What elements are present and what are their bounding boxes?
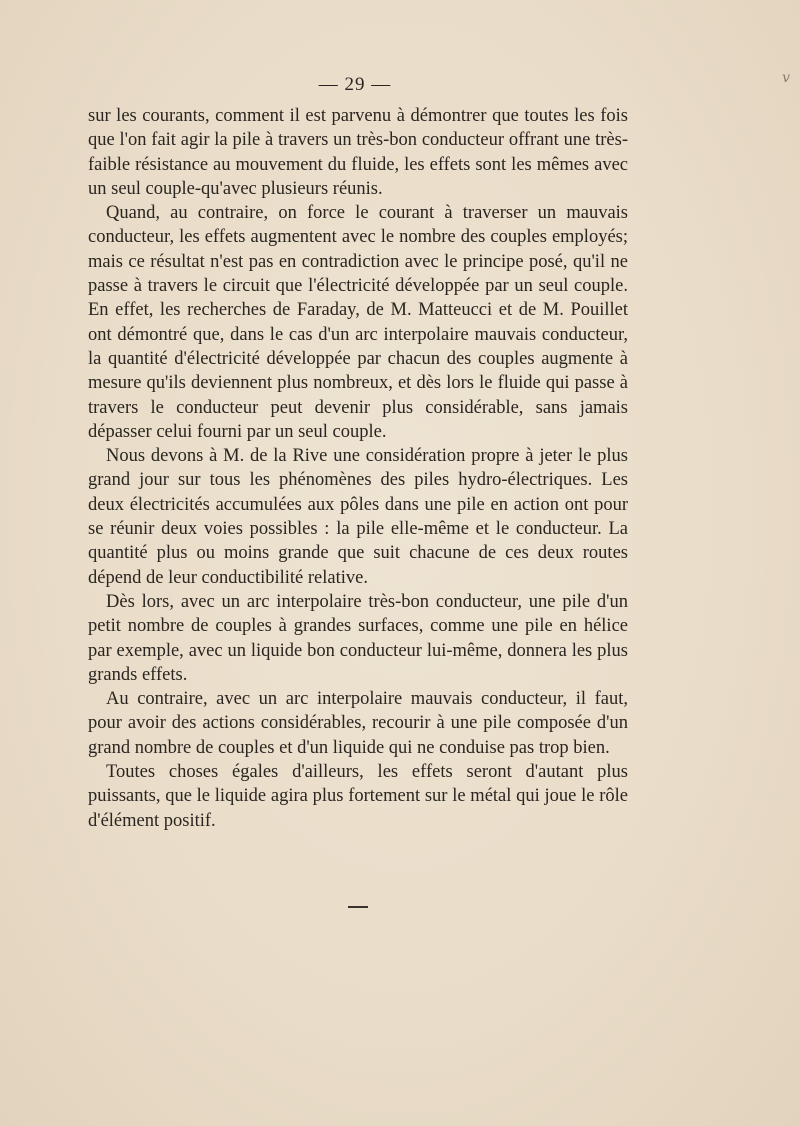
body-text [88,104,628,833]
paragraph: Dès lors, avec un arc interpolaire très-bon conducteur, une pile d'un petit nombre de couples à grandes surfaces, comme une pile en hélice par exemple, avec un liquide bon conducteur lui-même, donnera les plus grands effets. [88,591,628,685]
paragraph: Au contraire, avec un arc interpolaire mauvais conducteur, il faut, pour avoir des actions considérables, recourir à une pile composée d'un grand nombre de couples et d'un liquide qui ne conduise pas trop bien. [88,689,628,758]
page-number: — 29 — [318,74,392,95]
end-rule [348,906,368,908]
paragraph: Nous devons à M. de la Rive une considération propre à jeter le plus grand jour sur tous les phénomènes des piles hydro-électriques. Les deux électricités accumulées aux pôles dans une pile en action ont pour se réunir deux voies possibles : la pile elle-même et le conducteur. La quantité plus ou moins grande que suit chacune de ces deux routes dépend de leur conductibilité relative. [88,446,628,588]
corner-pencil-mark: v [782,70,790,86]
paragraph: sur les courants, comment il est parvenu à démontrer que toutes les fois que l'on fait agir la pile à travers un très-bon conducteur offrant une très-faible résistance au mouvement du fluide, les effets sont les mêmes avec un seul couple-qu'avec plusieurs réunis. [88,106,628,199]
paragraph: Quand, au contraire, on force le courant à traverser un mauvais conducteur, les effets augmentent avec le nombre des couples employés; mais ce résultat n'est pas en contradiction avec le principe posé, qu'il ne passe à travers le circuit que l'électricité développée par un seul couple. En effet, les recherches de Faraday, de M. Matteucci et de M. Pouillet ont démontré que, dans le cas d'un arc interpolaire mauvais conducteur, la quantité d'électricité développée par chacun des couples augmente à mesure qu'ils deviennent plus nombreux, et dès lors le fluide qui passe à travers le conducteur peut devenir plus considérable, sans jamais dépasser celui fourni par un seul couple. [88,203,628,442]
paragraph: Toutes choses égales d'ailleurs, les effets seront d'autant plus puissants, que le liquide agira plus fortement sur le métal qui joue le rôle d'élément positif. [88,762,628,831]
